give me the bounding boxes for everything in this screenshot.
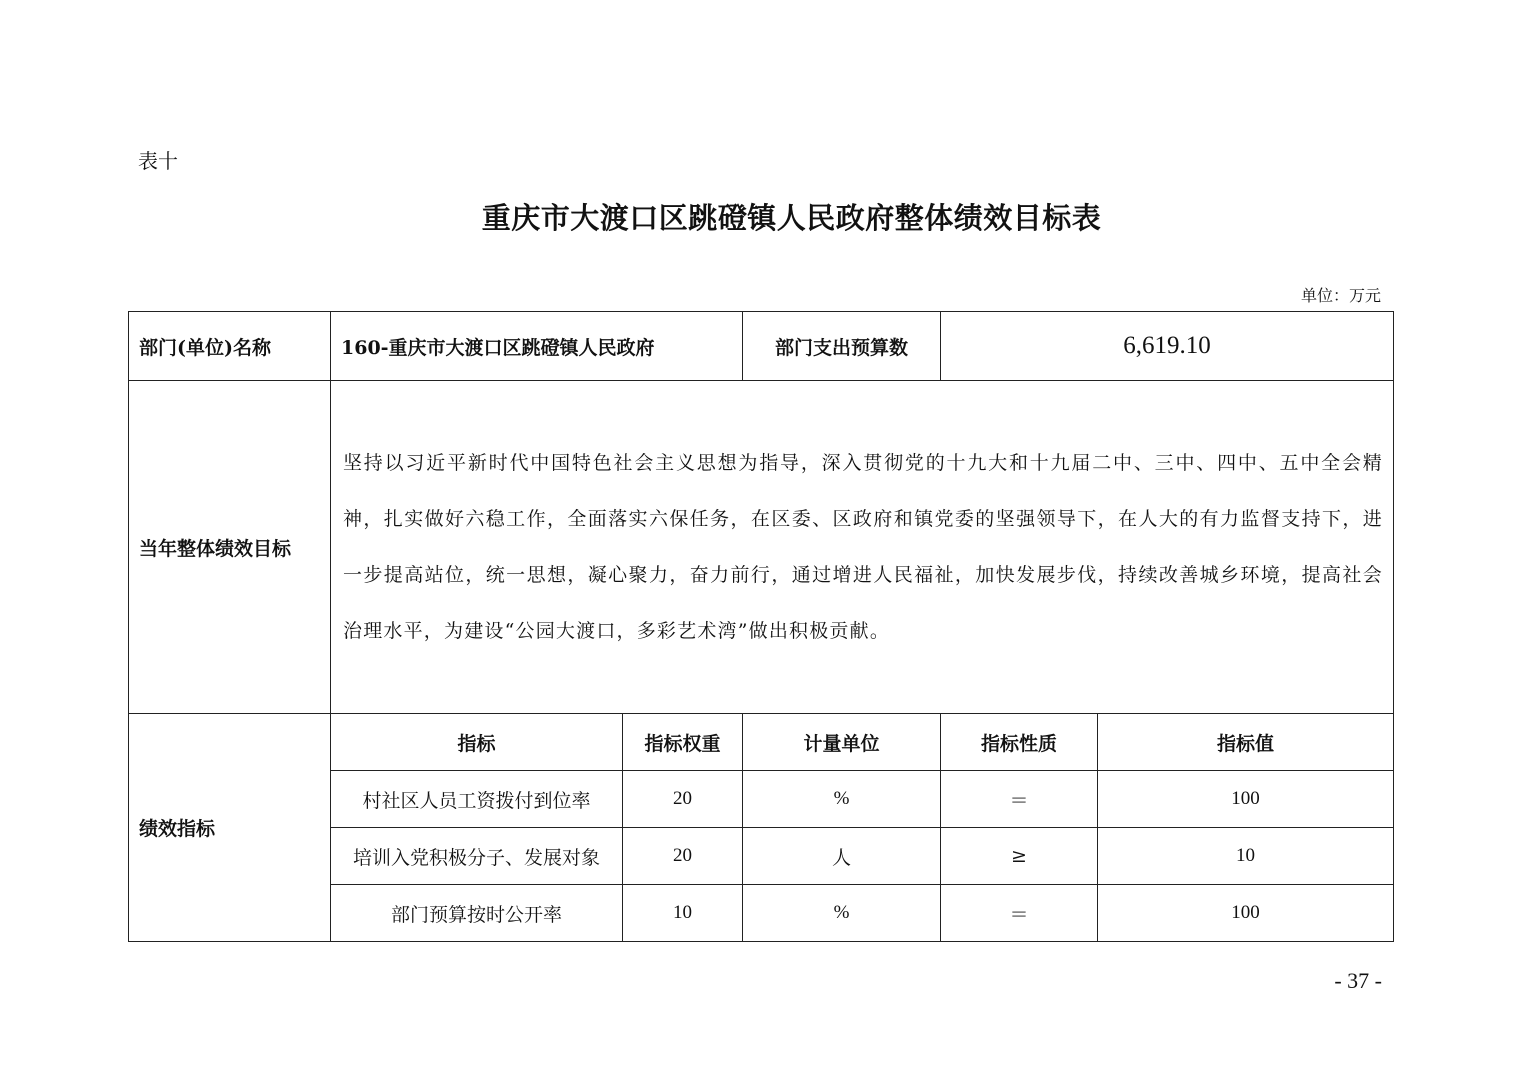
unit-note: 单位：万元: [1300, 286, 1381, 305]
indicator-name: 培训入党积极分子、发展对象: [331, 828, 623, 885]
indicator-weight: 20: [623, 828, 743, 885]
indicator-nature: ＝: [941, 885, 1098, 942]
indicator-weight: 10: [623, 885, 743, 942]
performance-target-table: [128, 311, 1394, 942]
dept-name-value: 160-重庆市大渡口区跳磴镇人民政府: [331, 312, 743, 381]
indicator-value: 100: [1098, 885, 1394, 942]
indicator-name: 村社区人员工资拨付到位率: [331, 771, 623, 828]
header-weight: 指标权重: [623, 714, 743, 771]
indicator-unit: %: [743, 771, 941, 828]
indicator-value: 10: [1098, 828, 1394, 885]
budget-label: 部门支出预算数: [743, 312, 941, 381]
indicator-value: 100: [1098, 771, 1394, 828]
goal-label: 当年整体绩效目标: [129, 381, 331, 714]
indicator-unit: 人: [743, 828, 941, 885]
indicator-header-row: [129, 714, 1394, 771]
table-label: 表十: [138, 149, 178, 173]
summary-row: [129, 312, 1394, 381]
page-number: - 37 -: [1334, 968, 1382, 993]
indicator-weight: 20: [623, 771, 743, 828]
dept-name-label: 部门(单位)名称: [129, 312, 331, 381]
indicators-label: 绩效指标: [129, 714, 331, 942]
header-unit: 计量单位: [743, 714, 941, 771]
indicator-unit: %: [743, 885, 941, 942]
budget-value: 6,619.10: [941, 312, 1394, 381]
header-indicator: 指标: [331, 714, 623, 771]
goal-row: [129, 381, 1394, 714]
indicator-nature: ≥: [941, 828, 1098, 885]
indicator-name: 部门预算按时公开率: [331, 885, 623, 942]
header-nature: 指标性质: [941, 714, 1098, 771]
header-value: 指标值: [1098, 714, 1394, 771]
document-title: 重庆市大渡口区跳磴镇人民政府整体绩效目标表: [481, 201, 1102, 235]
indicator-nature: ＝: [941, 771, 1098, 828]
goal-text: 坚持以习近平新时代中国特色社会主义思想为指导，深入贯彻党的十九大和十九届二中、三中、四中、五中全会精神，扎实做好六稳工作，全面落实六保任务，在区委、区政府和镇党委的坚强领导下，在人大的有力监督支持下，进一步提高站位，统一思想，凝心聚力，奋力前行，通过增进人民福祉，加快发展步伐，持续改善城乡环境，提高社会治理水平，为建设“公园大渡口，多彩艺术湾”做出积极贡献。: [331, 381, 1394, 714]
